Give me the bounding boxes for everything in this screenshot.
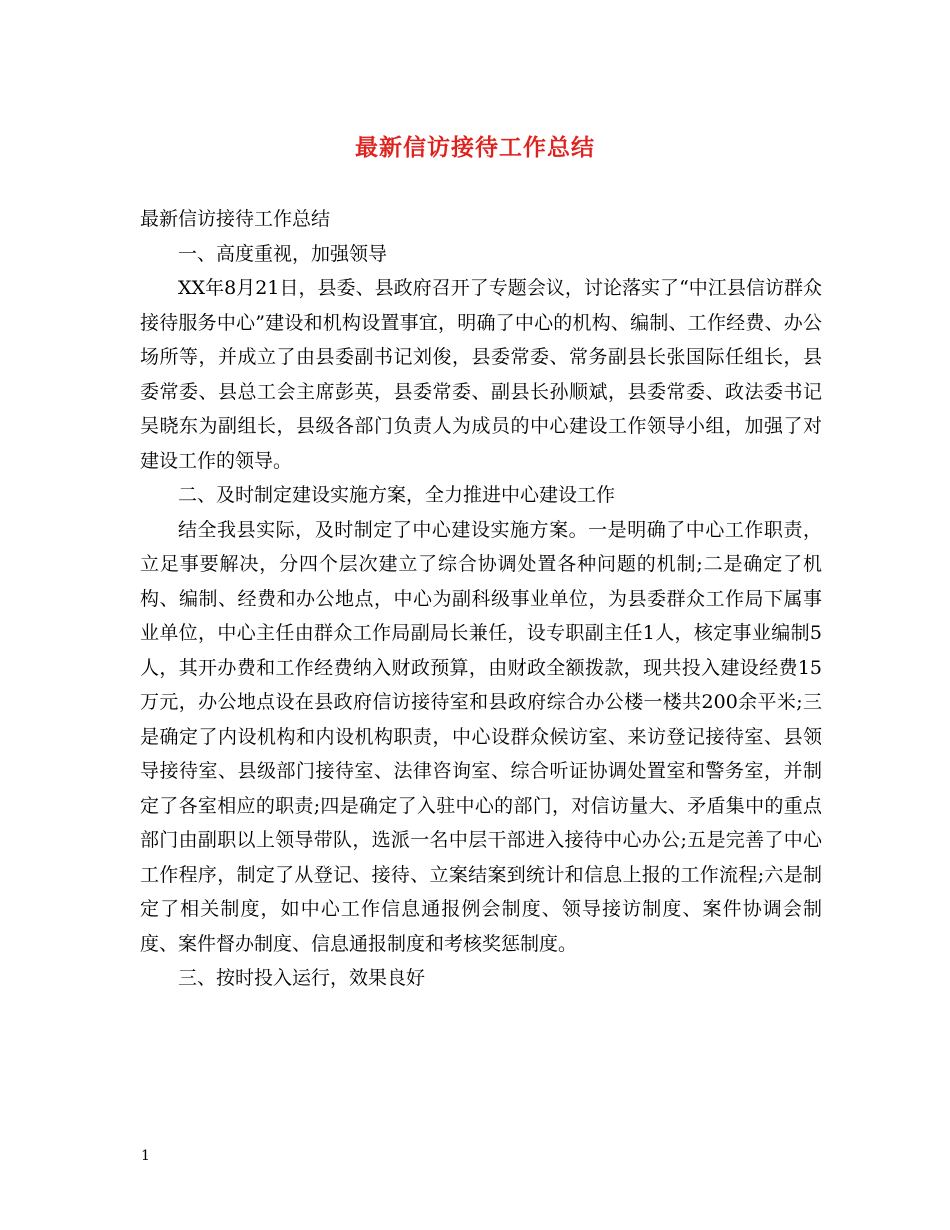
document-body — [140, 202, 822, 996]
body-paragraph-1: XX年8月21日，县委、县政府召开了专题会议，讨论落实了“中江县信访群众接待服务中心”建设和机构设置事宜，明确了中心的机构、编制、工作经费、办公场所等，并成立了由县委副书记刘俊，县委常委、常务副县长张国际任组长，县委常委、县总工会主席彭英，县委常委、副县长孙顺斌，县委常委、政法委书记吴晓东为副组长，县级各部门负责人为成员的中心建设工作领导小组，加强了对建设工作的领导。 — [140, 277, 822, 472]
doc-heading-paragraph: 最新信访接待工作总结 — [140, 208, 331, 230]
page-title: 最新信访接待工作总结 — [355, 134, 595, 161]
section-heading-2: 二、及时制定建设实施方案，全力推进中心建设工作 — [178, 484, 616, 506]
section-heading-1: 一、高度重视，加强领导 — [178, 242, 388, 265]
section-heading-3: 三、按时投入运行，效果良好 — [178, 967, 426, 989]
page-number: 1 — [141, 1148, 150, 1164]
body-paragraph-2: 结全我县实际，及时制定了中心建设实施方案。一是明确了中心工作职责，立足事要解决，分四个层次建立了综合协调处置各种问题的机制;二是确定了机构、编制、经费和办公地点，中心为副科级事业单位，为县委群众工作局下属事业单位，中心主任由群众工作局副局长兼任，设专职副主任1人，核定事业编制5人，其开办费和工作经费纳入财政预算，由财政全额拨款，现共投入建设经费15万元，办公地点设在县政府信访接待室和县政府综合办公楼一楼共200余平米;三是确定了内设机构和内设机构职责，中心设群众候访室、来访登记接待室、县领导接待室、县级部门接待室、法律咨询室、综合听证协调处置室和警务室，并制定了各室相应的职责;四是确定了入驻中心的部门，对信访量大、矛盾集中的重点部门由副职以上领导带队，选派一名中层干部进入接待中心办公;五是完善了中心工作程序，制定了从登记、接待、立案结案到统计和信息上报的工作流程;六是制定了相关制度，如中心工作信息通报例会制度、领导接访制度、案件协调会制度、案件督办制度、信息通报制度和考核奖惩制度。 — [140, 518, 822, 955]
